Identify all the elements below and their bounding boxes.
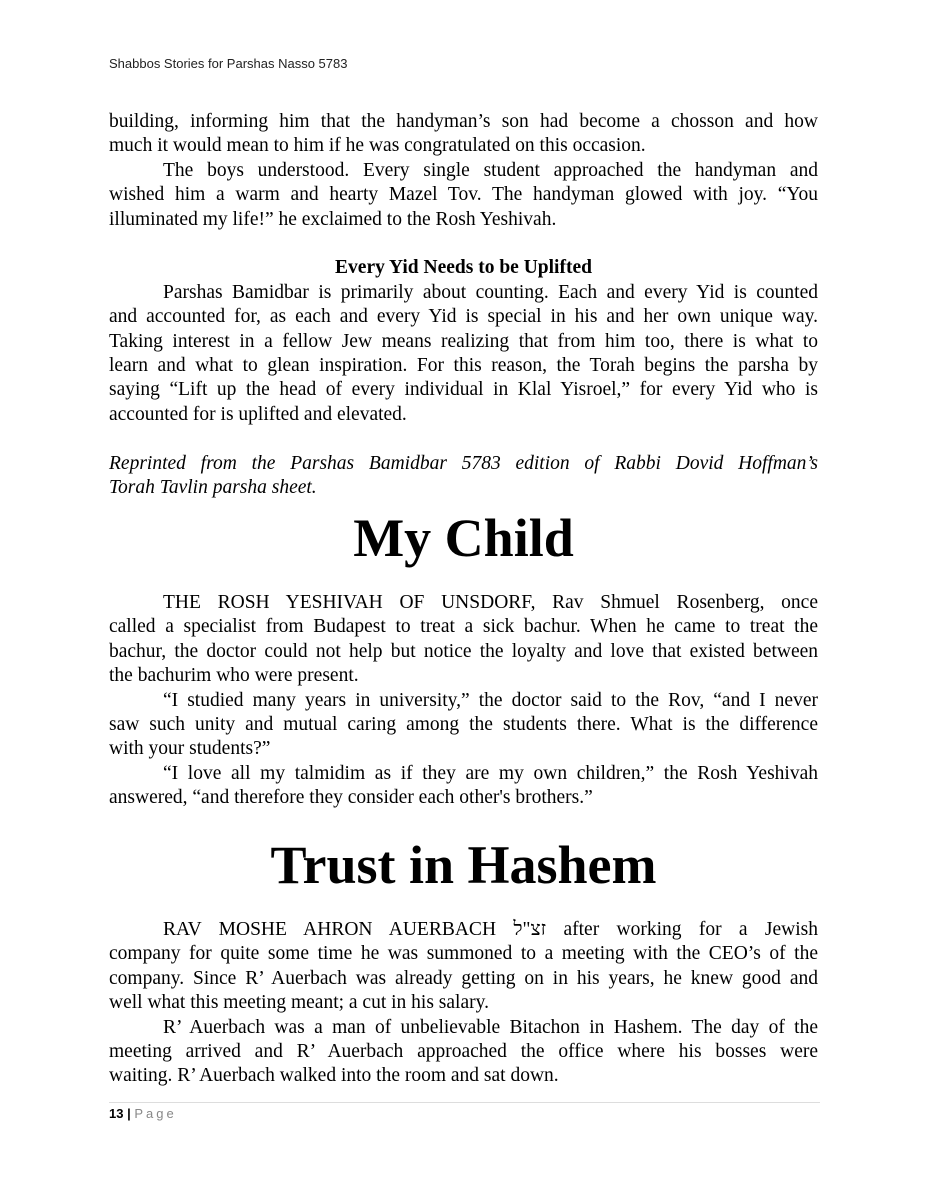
page-number: 13 bbox=[109, 1106, 124, 1121]
story-title: Trust in Hashem bbox=[270, 835, 657, 895]
hebrew-honorific: זצ"ל bbox=[513, 919, 547, 940]
paragraph bbox=[109, 1016, 818, 1089]
text-line: waiting. R’ Auerbach walked into the room and sat down. bbox=[109, 1065, 559, 1087]
paragraph bbox=[109, 762, 818, 811]
paragraph bbox=[109, 689, 818, 762]
text-line: called a specialist from Budapest to treat a sick bachur. When he came to treat the bbox=[109, 616, 818, 638]
paragraph bbox=[109, 591, 818, 689]
page-label: Page bbox=[134, 1106, 177, 1121]
text-line: saw such unity and mutual caring among the students there. What is the difference bbox=[109, 714, 818, 736]
paragraph-first-line bbox=[109, 918, 818, 942]
separator: | bbox=[127, 1106, 131, 1121]
text-line: illuminated my life!” he exclaimed to the Rosh Yeshivah. bbox=[109, 208, 557, 230]
story-body-top bbox=[109, 110, 818, 500]
text-line: accounted for is uplifted and elevated. bbox=[109, 403, 407, 425]
running-header: Shabbos Stories for Parshas Nasso 5783 bbox=[109, 56, 348, 71]
text-line: bachur, the doctor could not help but notice the loyalty and love that existed between bbox=[109, 640, 818, 662]
text-line: Parshas Bamidbar is primarily about counting. Each and every Yid is counted bbox=[163, 281, 818, 303]
text-line: well what this meeting meant; a cut in his salary. bbox=[109, 992, 489, 1014]
text-line: company. Since R’ Auerbach was already getting on in his years, he knew good and bbox=[109, 967, 818, 989]
text-line: THE ROSH YESHIVAH OF UNSDORF, Rav Shmuel Rosenberg, once bbox=[163, 592, 818, 613]
text-line: Taking interest in a fellow Jew means realizing that from him too, there is what to bbox=[109, 330, 818, 352]
text-line: building, informing him that the handyman’s son had become a chosson and how bbox=[109, 111, 818, 132]
text-line: with your students?” bbox=[109, 738, 271, 760]
reprint-note bbox=[109, 452, 818, 501]
text: after working for a Jewish bbox=[563, 919, 819, 940]
text: RAV MOSHE AHRON AUERBACH bbox=[163, 919, 497, 940]
text-line: Reprinted from the Parshas Bamidbar 5783 edition of Rabbi Dovid Hoffman’s bbox=[109, 452, 818, 474]
text-line: much it would mean to him if he was congratulated on this occasion. bbox=[109, 135, 646, 157]
text-line: the bachurim who were present. bbox=[109, 665, 359, 687]
footer-divider bbox=[109, 1102, 820, 1103]
paragraph bbox=[109, 281, 818, 427]
paragraph bbox=[109, 110, 818, 159]
page-footer bbox=[109, 1106, 177, 1121]
text-line: and accounted for, as each and every Yid is special in his and her own unique way. bbox=[109, 306, 818, 328]
text-line: saying “Lift up the head of every individual in Klal Yisroel,” for every Yid who is bbox=[109, 379, 818, 401]
text-line: R’ Auerbach was a man of unbelievable Bitachon in Hashem. The day of the bbox=[163, 1016, 818, 1038]
text-line: Torah Tavlin parsha sheet. bbox=[109, 477, 317, 499]
text-line: “I love all my talmidim as if they are my own children,” the Rosh Yeshivah bbox=[163, 762, 818, 784]
text-line: meeting arrived and R’ Auerbach approached the office where his bosses were bbox=[109, 1041, 818, 1063]
story-body-my-child bbox=[109, 591, 818, 811]
text-line: “I studied many years in university,” the doctor said to the Rov, “and I never bbox=[163, 689, 818, 711]
paragraph bbox=[109, 942, 818, 1015]
text-line: answered, “and therefore they consider each other's brothers.” bbox=[109, 787, 593, 809]
text-line: company for quite some time he was summoned to a meeting with the CEO’s of the bbox=[109, 943, 818, 965]
subheading: Every Yid Needs to be Uplifted bbox=[335, 257, 592, 279]
text-line: learn and what to glean inspiration. For this reason, the Torah begins the parsha by bbox=[109, 355, 818, 377]
text-line: The boys understood. Every single student approached the handyman and bbox=[163, 159, 818, 181]
story-body-trust bbox=[109, 918, 818, 1089]
story-title: My Child bbox=[353, 508, 574, 568]
text-line: wished him a warm and hearty Mazel Tov. The handyman glowed with joy. “You bbox=[109, 184, 818, 206]
paragraph bbox=[109, 159, 818, 232]
